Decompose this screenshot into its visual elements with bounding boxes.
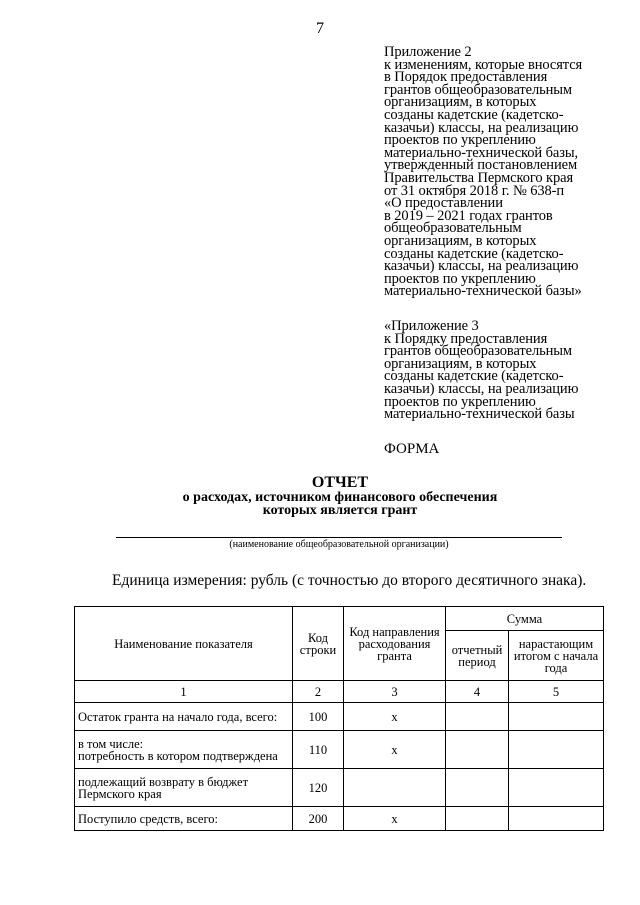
column-number: 4 bbox=[446, 681, 509, 703]
row-name: подлежащий возврату в бюджет Пермского края bbox=[75, 769, 293, 807]
annex-2-line: «О предоставлении bbox=[384, 195, 503, 212]
unit-of-measure: Единица измерения: рубль (с точностью до второго десятичного знака). bbox=[112, 572, 587, 589]
table-row bbox=[75, 703, 604, 731]
report-table bbox=[74, 606, 604, 831]
annex-2-line: утвержденный постановлением bbox=[384, 157, 578, 174]
row-code: 100 bbox=[293, 703, 344, 731]
form-label: ФОРМА bbox=[384, 441, 440, 457]
annex-2-line: Приложение 2 bbox=[384, 44, 472, 60]
annex-2-line: грантов общеобразовательным bbox=[384, 81, 573, 98]
table-row bbox=[75, 807, 604, 831]
row-direction-code: x bbox=[344, 703, 446, 731]
annex-2-line: организациям, в которых bbox=[384, 94, 537, 111]
report-subtitle bbox=[0, 491, 640, 517]
row-reporting-period-cell[interactable] bbox=[446, 769, 509, 807]
annex-3-line: проектов по укреплению bbox=[384, 393, 536, 410]
annex-2-line: материально-технической базы» bbox=[384, 283, 582, 300]
report-subtitle-line: о расходах, источником финансового обеспечения bbox=[182, 490, 498, 505]
row-name: Остаток гранта на начало года, всего: bbox=[75, 703, 293, 731]
row-code: 200 bbox=[293, 807, 344, 831]
annex-3-header bbox=[384, 320, 624, 421]
row-direction-code: x bbox=[344, 807, 446, 831]
annex-2-line: общеобразовательным bbox=[384, 220, 522, 237]
header-reporting-period: отчетный период bbox=[446, 631, 509, 681]
row-reporting-period-cell[interactable] bbox=[446, 703, 509, 731]
annex-2-line: проектов по укреплению bbox=[384, 270, 536, 287]
column-number: 3 bbox=[344, 681, 446, 703]
row-cumulative-cell[interactable] bbox=[509, 807, 604, 831]
annex-2-line: организациям, в которых bbox=[384, 232, 537, 249]
annex-2-line: созданы кадетские (кадетско- bbox=[384, 245, 564, 262]
row-direction-code: x bbox=[344, 731, 446, 769]
annex-2-line: в 2019 – 2021 годах грантов bbox=[384, 207, 553, 224]
row-cumulative-cell[interactable] bbox=[509, 703, 604, 731]
row-code: 110 bbox=[293, 731, 344, 769]
row-direction-code bbox=[344, 769, 446, 807]
row-code: 120 bbox=[293, 769, 344, 807]
row-reporting-period-cell[interactable] bbox=[446, 731, 509, 769]
header-sum: Сумма bbox=[446, 607, 604, 631]
page-number: 7 bbox=[316, 20, 324, 37]
annex-3-line: организациям, в которых bbox=[384, 355, 537, 372]
annex-3-line: грантов общеобразовательным bbox=[384, 343, 573, 360]
annex-3-line: созданы кадетские (кадетско- bbox=[384, 368, 564, 385]
annex-3-line: казачьи) классы, на реализацию bbox=[384, 380, 579, 397]
annex-2-line: казачьи) классы, на реализацию bbox=[384, 119, 579, 136]
row-name-line: в том числе: bbox=[78, 736, 144, 751]
annex-2-line: материально-технической базы, bbox=[384, 144, 578, 161]
annex-3-line: к Порядку предоставления bbox=[384, 330, 548, 347]
report-subtitle-line: которых является грант bbox=[262, 503, 418, 518]
organization-name-line[interactable] bbox=[116, 537, 562, 538]
row-name: Поступило средств, всего: bbox=[75, 807, 293, 831]
annex-3-line: «Приложение 3 bbox=[384, 318, 479, 334]
header-cumulative: нарастающим итогом с начала года bbox=[509, 631, 604, 681]
table-row bbox=[75, 769, 604, 807]
annex-2-line: казачьи) классы, на реализацию bbox=[384, 258, 579, 275]
annex-3-line: материально-технической базы bbox=[384, 406, 575, 423]
column-number: 1 bbox=[75, 681, 293, 703]
annex-2-line: в Порядок предоставления bbox=[384, 69, 548, 86]
column-number: 5 bbox=[509, 681, 604, 703]
annex-2-line: созданы кадетские (кадетско- bbox=[384, 106, 564, 123]
row-name-line: потребность в котором подтверждена bbox=[78, 748, 278, 763]
column-number: 2 bbox=[293, 681, 344, 703]
annex-2-header bbox=[384, 46, 624, 298]
annex-2-line: к изменениям, которые вносятся bbox=[384, 56, 583, 73]
row-cumulative-cell[interactable] bbox=[509, 731, 604, 769]
header-indicator-name: Наименование показателя bbox=[75, 607, 293, 681]
organization-name-caption: (наименование общеобразовательной организации) bbox=[229, 539, 449, 550]
annex-2-line: от 31 октября 2018 г. № 638-п bbox=[384, 182, 565, 199]
header-row-code: Код строки bbox=[293, 607, 344, 681]
table-row bbox=[75, 731, 604, 769]
header-direction-code: Код направления расходования гранта bbox=[344, 607, 446, 681]
row-reporting-period-cell[interactable] bbox=[446, 807, 509, 831]
report-title: ОТЧЕТ bbox=[311, 474, 369, 491]
row-name bbox=[75, 731, 293, 769]
row-cumulative-cell[interactable] bbox=[509, 769, 604, 807]
annex-2-line: проектов по укреплению bbox=[384, 132, 536, 149]
annex-2-line: Правительства Пермского края bbox=[384, 169, 574, 186]
